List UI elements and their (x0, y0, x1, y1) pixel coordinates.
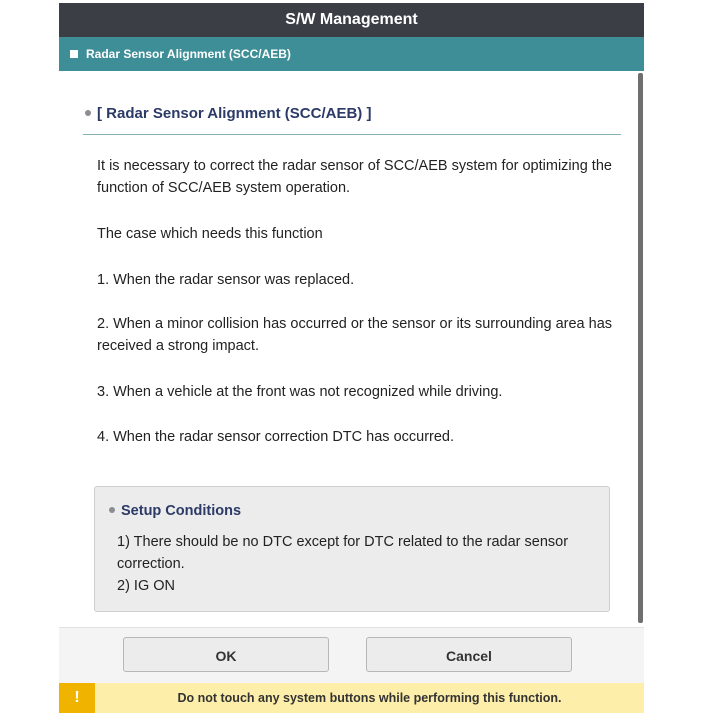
setup-conditions-box (94, 486, 610, 612)
cancel-button[interactable]: Cancel (366, 637, 572, 672)
case-item: 3. When a vehicle at the front was not recognized while driving. (97, 384, 503, 400)
case-item: 4. When the radar sensor correction DTC has occurred. (97, 429, 455, 445)
warning-banner (59, 683, 644, 713)
case-item: 1. When the radar sensor was replaced. (97, 272, 355, 288)
square-bullet-icon (70, 50, 78, 58)
case-intro-text: The case which needs this function (97, 226, 323, 242)
setup-conditions-title (109, 503, 241, 519)
description-paragraph: It is necessary to correct the radar sensor of SCC/AEB system for optimizing the function of SCC/AEB system operation. (97, 158, 612, 196)
heading-divider (83, 134, 621, 135)
ok-button[interactable]: OK (123, 637, 329, 672)
setup-condition-item: 2) IG ON (117, 578, 176, 594)
dot-bullet-icon (85, 110, 91, 116)
function-subheader (59, 37, 644, 71)
window-title: S/W Management (59, 3, 644, 37)
subheader-label: Radar Sensor Alignment (SCC/AEB) (86, 47, 291, 61)
section-heading-text: [ Radar Sensor Alignment (SCC/AEB) ] (97, 105, 372, 122)
warning-icon: ! (59, 683, 95, 713)
description-panel[interactable] (59, 71, 637, 627)
button-bar (59, 627, 644, 684)
sw-management-dialog (59, 3, 644, 713)
section-heading (85, 105, 371, 122)
setup-condition-item: 1) There should be no DTC except for DTC related to the radar sensor correction. (117, 534, 569, 572)
warning-text: Do not touch any system buttons while performing this function. (177, 691, 562, 705)
case-item: 2. When a minor collision has occurred or the sensor or its surrounding area has received a strong impact. (97, 316, 613, 354)
setup-conditions-list (117, 531, 597, 597)
setup-conditions-title-text: Setup Conditions (121, 503, 242, 519)
dot-bullet-icon (109, 507, 115, 513)
content-scrollbar[interactable] (638, 73, 643, 623)
